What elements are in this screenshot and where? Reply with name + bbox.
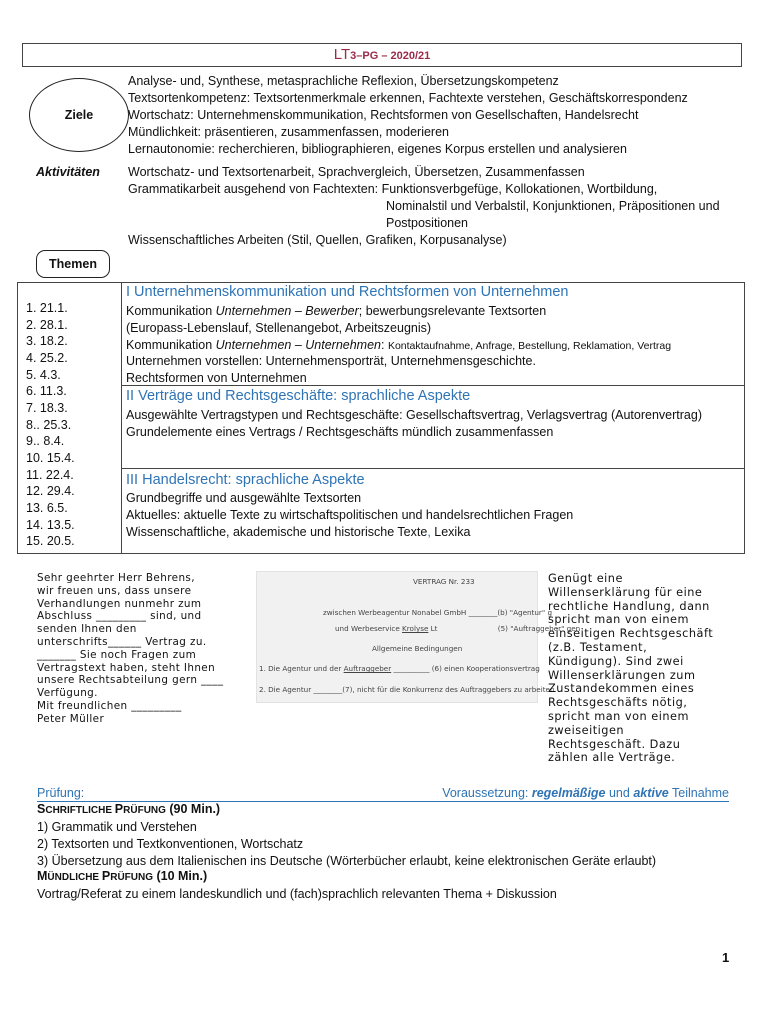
- date-item: 11. 22.4.: [26, 468, 74, 482]
- letter-line: unsere Rechtsabteilung gern ____: [37, 674, 224, 687]
- date-item: 2. 28.1.: [26, 318, 68, 332]
- text-span: regelmäßige: [531, 786, 606, 800]
- definition-line: Kündigung). Sind zwei: [548, 654, 684, 668]
- date-item: 15. 20.5.: [26, 534, 75, 548]
- pruefung-heading-row: [37, 786, 729, 802]
- definition-line: spricht man von einem: [548, 709, 689, 723]
- letter-line: _______ Sie noch Fragen zum: [37, 648, 197, 661]
- letter-line: Sehr geehrter Herr Behrens,: [37, 572, 195, 584]
- aktivitaeten-line-5: Wissenschaftliches Arbeiten (Stil, Quellen, Grafiken, Korpusanalyse): [128, 233, 507, 247]
- date-item: 5. 4.3.: [26, 368, 61, 382]
- themen-section-2: [122, 386, 744, 469]
- text-span: Kommunikation: [126, 304, 216, 318]
- text-span: (5) "Auftraggeber" gen: [497, 624, 581, 633]
- letter-line: unterschrifts______ Vertrag zu.: [37, 635, 207, 648]
- section-1-line-3: [126, 338, 671, 352]
- section-3-line-1: Grundbegriffe und ausgewählte Textsorten: [126, 491, 362, 505]
- text-span: 1. Die Agentur und der: [259, 664, 344, 673]
- contract-row: [323, 608, 552, 617]
- definition-line: rechtliche Handlung, dann: [548, 599, 710, 613]
- pruefung-item-1: 1) Grammatik und Verstehen: [37, 820, 197, 834]
- text-span: RÜFUNG: [110, 872, 153, 883]
- text-span: Unternehmen – Unternehmen: [215, 338, 381, 352]
- text-span: CHRIFTLICHE: [45, 805, 115, 816]
- text-span: :: [381, 338, 388, 352]
- schriftliche-pruefung-heading: [37, 802, 220, 816]
- section-1-line-4: Unternehmen vorstellen: Unternehmensporträt, Unternehmensgeschichte.: [126, 354, 536, 368]
- course-title-box: [22, 43, 742, 67]
- section-3-line-3: [126, 525, 470, 539]
- course-title-sub: 3–PG – 2020/21: [350, 50, 431, 62]
- text-span: RÜFUNG: [123, 805, 166, 816]
- contract-title: VERTRAG Nr. 233: [413, 577, 475, 586]
- date-item: 10. 15.4.: [26, 451, 75, 465]
- date-item: 14. 13.5.: [26, 518, 75, 532]
- letter-line: Verfügung.: [37, 687, 98, 700]
- text-span: Auftraggeber: [343, 664, 392, 673]
- text-span: Krolyse: [402, 624, 429, 633]
- text-span: ; bewerbungsrelevante Textsorten: [358, 304, 547, 318]
- letter-line: Peter Müller: [37, 712, 105, 725]
- section-3-title: III Handelsrecht: sprachliche Aspekte: [126, 472, 365, 488]
- letter-line: Abschluss _________ sind, und: [37, 610, 202, 623]
- text-span: und Werbeservice: [335, 624, 403, 633]
- ziele-line-3: Wortschatz: Unternehmenskommunikation, Rechtsformen von Gesellschaften, Handelsrecht: [128, 108, 639, 122]
- page-number: 1: [722, 950, 730, 965]
- text-span: ÜNDLICHE: [47, 872, 102, 883]
- muendliche-pruefung-heading: [37, 869, 207, 883]
- text-span: Voraussetzung:: [442, 786, 532, 800]
- letter-line: Verhandlungen nunmehr zum: [37, 597, 202, 610]
- text-span: zwischen Werbeagentur Nonabel GmbH: [323, 608, 469, 617]
- definition-line: Genügt eine: [548, 572, 623, 585]
- date-item: 1. 21.1.: [26, 301, 68, 315]
- aktivitaeten-line-3: Nominalstil und Verbalstil, Konjunktionen, Präpositionen und: [386, 199, 720, 213]
- course-title-main: LT: [333, 46, 351, 63]
- date-item: 4. 25.2.: [26, 351, 68, 365]
- definition-text: [548, 572, 713, 765]
- text-span: S: [37, 802, 46, 816]
- pruefung-label: Prüfung:: [37, 786, 85, 800]
- section-1-title: I Unternehmenskommunikation und Rechtsformen von Unternehmen: [126, 284, 569, 300]
- aktivitaeten-line-1: Wortschatz- und Textsortenarbeit, Sprachvergleich, Übersetzen, Zusammenfassen: [128, 165, 585, 179]
- text-span: Unternehmen – Bewerber: [215, 304, 359, 318]
- text-span: Kommunikation: [126, 338, 216, 352]
- contract-heading: Allgemeine Bedingungen: [372, 644, 463, 653]
- date-item: 8.. 25.3.: [26, 418, 72, 432]
- section-2-line-2: Grundelemente eines Vertrags / Rechtsgeschäfts mündlich zusammenfassen: [126, 425, 554, 439]
- aktivitaeten-label: Aktivitäten: [36, 165, 100, 179]
- letter-line: Mit freundlichen _________: [37, 699, 182, 712]
- muendliche-item: Vortrag/Referat zu einem landeskundlich und (fach)sprachlich relevanten Thema + Diskussion: [37, 887, 557, 901]
- definition-line: Rechtsgeschäft. Dazu: [548, 737, 681, 751]
- pruefung-item-2: 2) Textsorten und Textkonventionen, Wortschatz: [37, 837, 304, 851]
- text-span: (b) "Agentur" g: [497, 608, 553, 617]
- aktivitaeten-line-2: Grammatikarbeit ausgehend von Fachtexten: Funktionsverbgefüge, Kollokationen, Wortbildung,: [128, 182, 658, 196]
- aktivitaeten-line-4: Postpositionen: [386, 216, 469, 230]
- date-item: 9.. 8.4.: [26, 434, 65, 448]
- definition-line: (z.B. Testament,: [548, 640, 648, 654]
- date-item: 6. 11.3.: [26, 384, 67, 398]
- text-span: ,: [427, 525, 431, 539]
- section-1-line-5: Rechtsformen von Unternehmen: [126, 371, 307, 385]
- letter-line: senden Ihnen den: [37, 623, 137, 636]
- themen-section-1: [122, 283, 744, 386]
- definition-line: einseitigen Rechtsgeschäft: [548, 627, 714, 641]
- text-span: (90 Min.): [165, 802, 221, 816]
- themen-table: [17, 282, 745, 554]
- text-span: ________: [468, 608, 498, 617]
- text-span: P: [114, 802, 124, 816]
- date-item: 7. 18.3.: [26, 401, 68, 415]
- contract-row: [259, 664, 540, 673]
- date-item: 13. 6.5.: [26, 501, 68, 515]
- ziele-line-5: Lernautonomie: recherchieren, bibliographieren, eigenes Korpus erstellen und analysieren: [128, 142, 627, 156]
- date-item: 12. 29.4.: [26, 484, 75, 498]
- section-2-title: II Verträge und Rechtsgeschäfte: sprachliche Aspekte: [126, 388, 471, 404]
- themen-section-3: [122, 469, 744, 553]
- contract-image: [256, 571, 581, 703]
- text-span: Lexika: [430, 525, 471, 539]
- text-span: Kontaktaufnahme, Anfrage, Bestellung, Reklamation, Vertrag: [387, 340, 672, 352]
- ziele-line-2: Textsortenkompetenz: Textsortenmerkmale erkennen, Fachtexte verstehen, Geschäftskorrespondenz: [128, 91, 688, 105]
- letter-example: [37, 572, 223, 726]
- text-span: __________ (6) einen Kooperationsvertrag: [391, 664, 540, 673]
- text-span: und: [605, 786, 634, 800]
- text-span: aktive: [633, 786, 669, 800]
- definition-line: Zustandekommen eines: [548, 682, 695, 696]
- definition-line: zählen alle Verträge.: [548, 751, 676, 765]
- letter-line: Vertragstext haben, steht Ihnen: [37, 661, 216, 674]
- section-2-line-1: Ausgewählte Vertragstypen und Rechtsgeschäfte: Gesellschaftsvertrag, Verlagsvertrag (Autorenvertrag): [126, 408, 702, 422]
- section-3-line-2: Aktuelles: aktuelle Texte zu wirtschaftspolitischen und handelsrechtlichen Fragen: [126, 508, 574, 522]
- contract-row: 2. Die Agentur ________(7), nicht für die Konkurrenz des Auftraggebers zu arbeiten.: [259, 685, 557, 694]
- text-span: Lt: [428, 624, 440, 633]
- pruefung-item-3: 3) Übersetzung aus dem Italienischen ins Deutsche (Wörterbücher erlaubt, keine elektronischen Geräte erlaubt): [37, 854, 657, 868]
- ziele-label: Ziele: [29, 78, 129, 152]
- text-span: (10 Min.): [153, 869, 208, 883]
- text-span: P: [101, 869, 111, 883]
- definition-line: zweiseitigen: [548, 723, 625, 737]
- definition-line: Rechtsgeschäfts nötig,: [548, 696, 688, 710]
- text-span: Teilnahme: [668, 786, 729, 800]
- letter-line: wir freuen uns, dass unsere: [37, 584, 192, 597]
- contract-row: [335, 624, 580, 633]
- definition-line: Willenserklärung für eine: [548, 585, 703, 599]
- dates-column: [18, 283, 122, 553]
- section-1-line-1: [126, 304, 546, 318]
- themen-label: Themen: [36, 250, 110, 278]
- ziele-line-4: Mündlichkeit: präsentieren, zusammenfassen, moderieren: [128, 125, 449, 139]
- date-item: 3. 18.2.: [26, 334, 68, 348]
- ziele-line-1: Analyse- und, Synthese, metasprachliche Reflexion, Übersetzungskompetenz: [128, 74, 559, 88]
- definition-line: Willenserklärungen zum: [548, 668, 696, 682]
- definition-line: spricht man von einem: [548, 613, 689, 627]
- text-span: M: [37, 869, 48, 883]
- voraussetzung: [442, 786, 729, 800]
- text-span: Wissenschaftliche, akademische und historische Texte: [126, 525, 428, 539]
- section-1-line-2: (Europass-Lebenslauf, Stellenangebot, Arbeitszeugnis): [126, 321, 432, 335]
